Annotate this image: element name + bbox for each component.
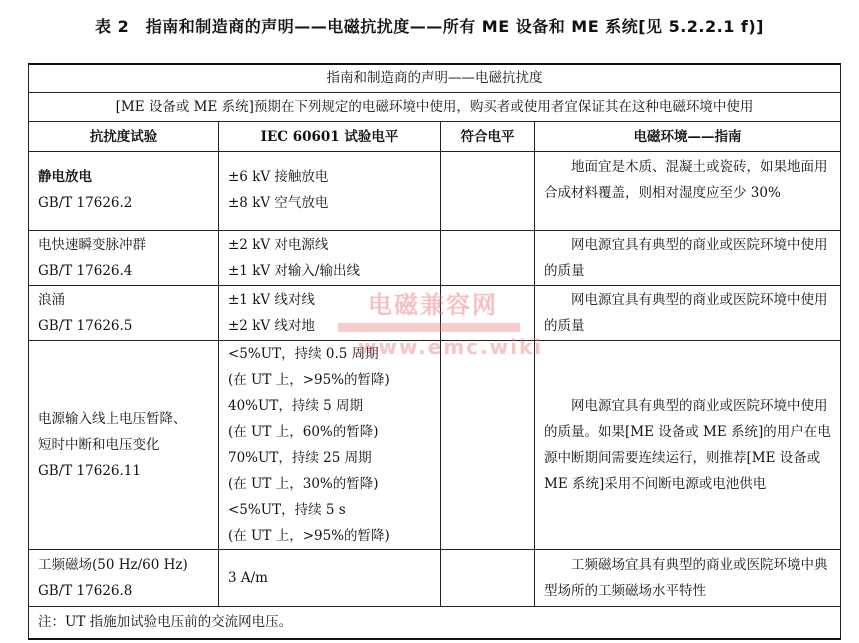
header-test: 抗扰度试验	[29, 122, 219, 152]
compliance-cell	[441, 231, 535, 286]
test-level-line: <5%UT，持续 0.5 周期	[228, 346, 379, 362]
test-standard: GB/T 17626.5	[38, 318, 133, 334]
test-level-line: (在 UT 上，60%的暂降)	[228, 424, 379, 440]
compliance-cell	[441, 152, 535, 231]
watermark-url: www.emc.wiki	[358, 335, 544, 359]
guidance-text: 网电源宜具有典型的商业或医院环境中使用的质量	[544, 237, 828, 279]
test-level-line: ±1 kV 线对线	[228, 292, 315, 308]
compliance-cell	[441, 341, 535, 550]
test-name: 工频磁场(50 Hz/60 Hz)	[38, 557, 188, 573]
test-level-line: 3 A/m	[228, 570, 268, 586]
test-level-line: ±1 kV 对输入/输出线	[228, 263, 360, 279]
guidance-text: 网电源宜具有典型的商业或医院环境中使用的质量。如果[ME 设备或 ME 系统]的用户在电源中断期间需要连续运行，则推荐[ME 设备或 ME 系统]采用不间断电源或电池供电	[544, 398, 831, 492]
test-name: 浪涌	[38, 292, 65, 308]
test-standard: GB/T 17626.4	[38, 263, 133, 279]
test-name: 电源输入线上电压暂降、	[38, 411, 187, 427]
watermark-title: 电磁兼容网	[368, 291, 498, 319]
test-name: 短时中断和电压变化	[38, 437, 160, 453]
test-name: 电快速瞬变脉冲群	[38, 237, 146, 253]
table-row	[29, 550, 841, 607]
test-level-line: 40%UT，持续 5 周期	[228, 398, 364, 414]
header-compliance: 符合电平	[441, 122, 535, 152]
immunity-table	[28, 63, 841, 640]
table-row	[29, 231, 841, 286]
test-level-line: ±2 kV 线对地	[228, 318, 315, 334]
table-row	[29, 152, 841, 231]
table-row	[29, 286, 841, 341]
compliance-cell	[441, 286, 535, 341]
table-note: 注：UT 指施加试验电压前的交流网电压。	[29, 607, 841, 639]
table-caption: 表 2 指南和制造商的声明——电磁抗扰度——所有 ME 设备和 ME 系统[见 5.2.2.1 f)]	[95, 17, 764, 36]
header-level: IEC 60601 试验电平	[219, 122, 441, 152]
compliance-cell	[441, 550, 535, 607]
intro-text: [ME 设备或 ME 系统]预期在下列规定的电磁环境中使用，购买者或使用者宜保证其在这种电磁环境中使用	[29, 93, 841, 122]
guidance-text: 网电源宜具有典型的商业或医院环境中使用的质量	[544, 292, 828, 334]
test-standard: GB/T 17626.11	[38, 463, 141, 479]
table-title: 指南和制造商的声明——电磁抗扰度	[29, 64, 841, 93]
test-level-line: (在 UT 上，30%的暂降)	[228, 476, 379, 492]
table-row	[29, 341, 841, 550]
test-level-line: ±6 kV 接触放电	[228, 169, 329, 185]
test-level-line: <5%UT，持续 5 s	[228, 502, 346, 518]
test-standard: GB/T 17626.8	[38, 583, 133, 599]
guidance-text: 工频磁场宜具有典型的商业或医院环境中典型场所的工频磁场水平特性	[544, 557, 828, 599]
test-name: 静电放电	[38, 169, 92, 185]
header-guidance: 电磁环境——指南	[535, 122, 841, 152]
test-level-line: (在 UT 上，>95%的暂降)	[228, 372, 390, 388]
test-level-line: 70%UT，持续 25 周期	[228, 450, 372, 466]
test-level-line: ±2 kV 对电源线	[228, 237, 329, 253]
test-standard: GB/T 17626.2	[38, 195, 133, 211]
test-level-line: ±8 kV 空气放电	[228, 195, 329, 211]
guidance-text: 地面宜是木质、混凝土或瓷砖，如果地面用合成材料覆盖，则相对湿度应至少 30%	[544, 159, 828, 201]
test-level-line: (在 UT 上，>95%的暂降)	[228, 528, 390, 544]
